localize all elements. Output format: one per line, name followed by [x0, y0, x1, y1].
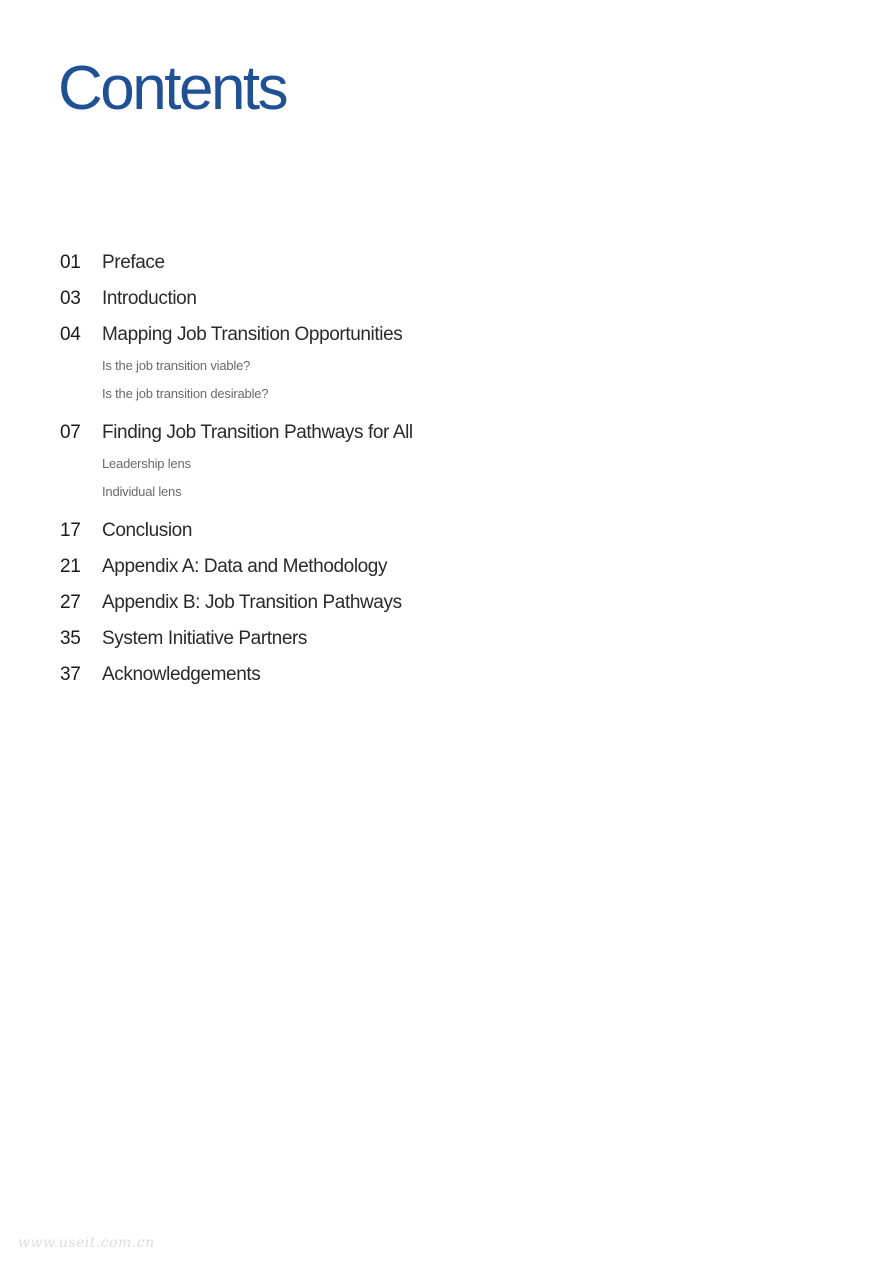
toc-entry-label[interactable]: System Initiative Partners: [102, 628, 308, 649]
page-title: Contents: [58, 54, 287, 123]
toc-entry-pathways[interactable]: [60, 420, 660, 506]
toc-entry-label[interactable]: Conclusion: [102, 520, 192, 541]
toc-entry-acknowledgements[interactable]: [60, 662, 660, 688]
toc-entry-label[interactable]: Appendix B: Job Transition Pathways: [102, 592, 402, 613]
toc-subsection-leadership[interactable]: Leadership lens: [102, 456, 191, 471]
toc-entry-introduction[interactable]: [60, 286, 660, 312]
toc-page-number: 07: [60, 422, 81, 443]
toc-page-number: 35: [60, 628, 81, 649]
toc-entry-label[interactable]: Appendix A: Data and Methodology: [102, 556, 388, 577]
toc-entry-label[interactable]: Finding Job Transition Pathways for All: [102, 422, 413, 443]
toc-page-number: 03: [60, 288, 81, 309]
watermark: www.useit.com.cn: [18, 1235, 155, 1251]
toc-page-number: 17: [60, 520, 81, 541]
toc-page-number: 04: [60, 324, 81, 345]
toc-entry-appendix-a[interactable]: [60, 554, 660, 580]
toc-subsection-desirable[interactable]: Is the job transition desirable?: [102, 386, 269, 401]
toc-subsection-viable[interactable]: Is the job transition viable?: [102, 358, 251, 373]
toc-page-number: 27: [60, 592, 81, 613]
toc-entry-appendix-b[interactable]: [60, 590, 660, 616]
toc-entry-label[interactable]: Mapping Job Transition Opportunities: [102, 324, 403, 345]
toc-page-number: 37: [60, 664, 81, 685]
toc-page-number: 01: [60, 252, 81, 273]
toc-entry-mapping[interactable]: [60, 322, 660, 408]
toc-entry-conclusion[interactable]: [60, 518, 660, 544]
toc-entry-partners[interactable]: [60, 626, 660, 652]
toc-entry-label[interactable]: Acknowledgements: [102, 664, 261, 685]
toc-subsections: [102, 352, 660, 408]
toc-entry-preface[interactable]: [60, 250, 660, 276]
toc-page-number: 21: [60, 556, 81, 577]
toc-entry-label[interactable]: Preface: [102, 252, 165, 273]
toc-subsection-individual[interactable]: Individual lens: [102, 484, 182, 499]
table-of-contents: [60, 250, 660, 698]
toc-subsections: [102, 450, 660, 506]
toc-entry-label[interactable]: Introduction: [102, 288, 197, 309]
